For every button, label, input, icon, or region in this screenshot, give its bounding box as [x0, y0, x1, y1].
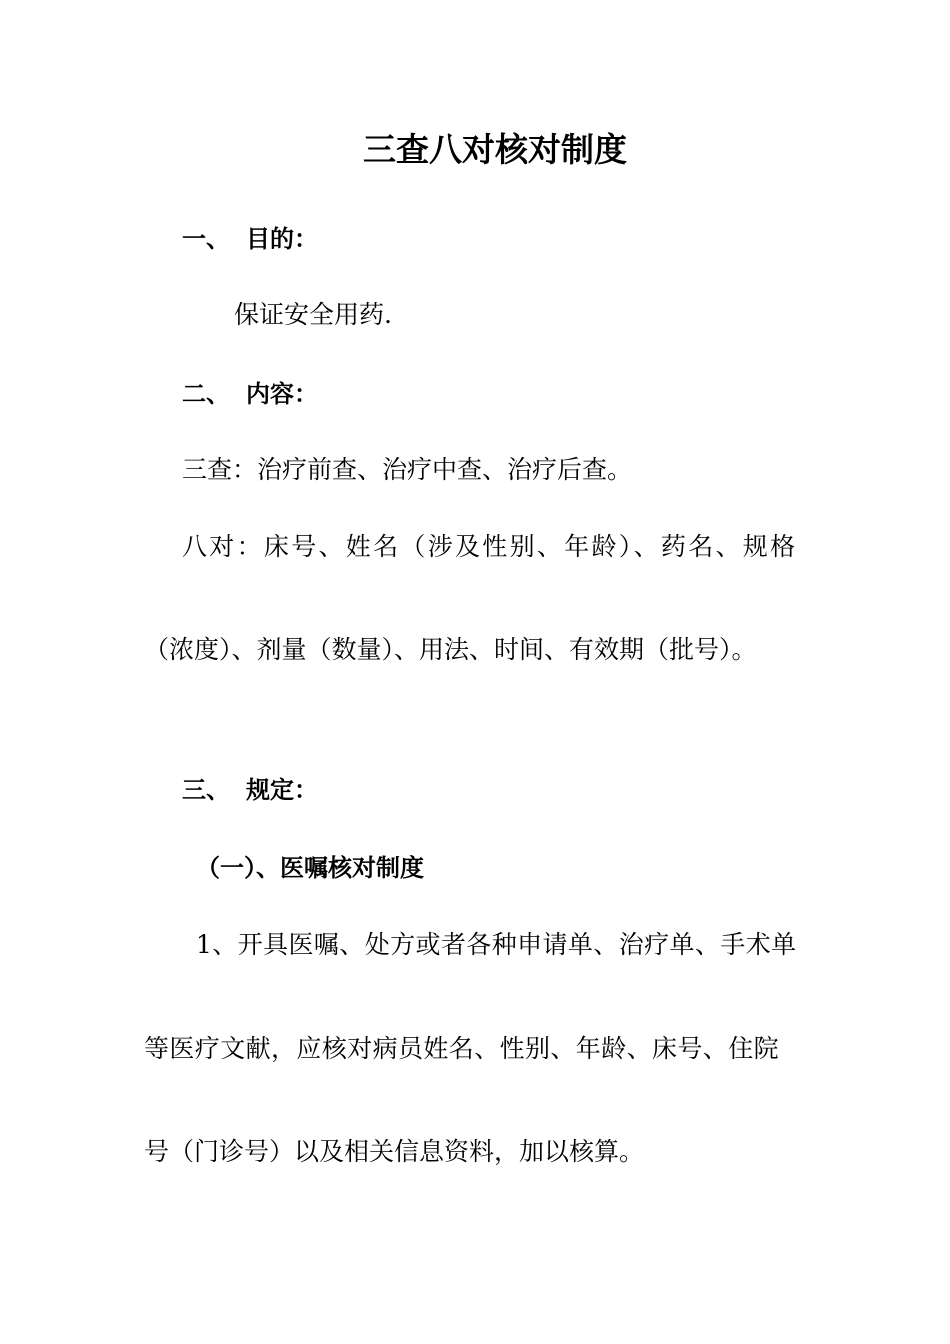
section-2-number: 二、 [182, 380, 230, 408]
section-2-line-3: （浓度）、剂量（数量）、用法、时间、有效期（批号）。 [144, 635, 757, 664]
section-1-label: 目的： [246, 225, 318, 253]
paragraph-1-line-1: 1、开具医嘱、处方或者各种申请单、治疗单、手术单 [196, 930, 797, 959]
section-1-number: 一、 [182, 225, 230, 253]
section-3-heading [182, 773, 318, 807]
paragraph-1-line-3: 号（门诊号）以及相关信息资料，加以核算。 [144, 1137, 645, 1166]
section-2-line-2: 八对：床号、姓名（涉及性别、年龄）、药名、规格 [182, 532, 798, 561]
document-title: 三查八对核对制度 [363, 130, 627, 169]
section-3-number: 三、 [182, 776, 230, 804]
section-3-label: 规定： [246, 776, 318, 804]
section-2-label: 内容： [246, 380, 318, 408]
paragraph-1-line-2: 等医疗文献，应核对病员姓名、性别、年龄、床号、住院 [144, 1034, 780, 1063]
subsection-1-heading: （一）、医嘱核对制度 [196, 854, 424, 882]
section-1-body: 保证安全用药. [234, 300, 392, 329]
section-1-heading [182, 222, 318, 256]
section-2-line-1: 三查：治疗前查、治疗中查、治疗后查。 [182, 455, 633, 484]
section-2-heading [182, 377, 318, 411]
